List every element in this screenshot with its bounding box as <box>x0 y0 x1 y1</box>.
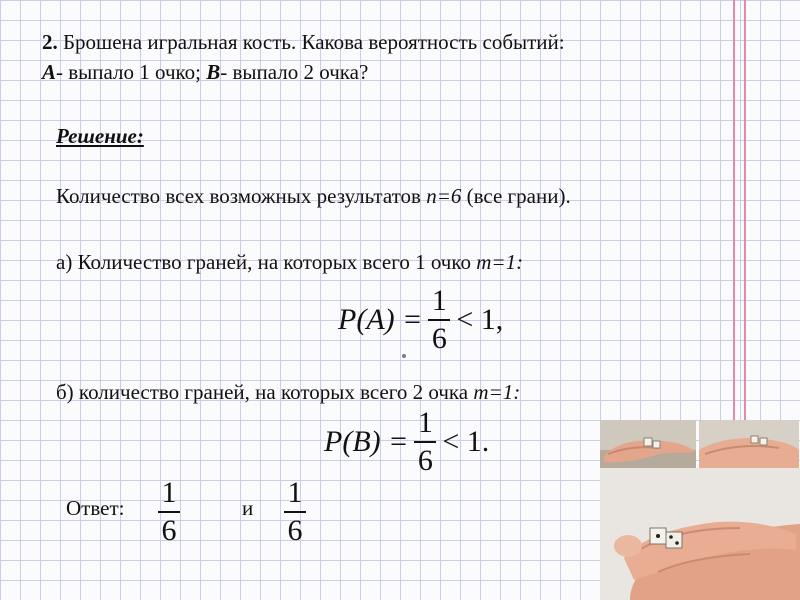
part-b-line <box>56 380 520 405</box>
formula-a-denominator: 6 <box>431 322 447 355</box>
solution-heading: Решение: <box>56 124 144 148</box>
formula-b-numerator: 1 <box>417 406 433 439</box>
event-a-text: - выпало 1 очко; <box>56 60 207 84</box>
event-a-letter: A <box>42 60 57 84</box>
problem-statement-line-2 <box>42 60 368 85</box>
answer-fraction-2-denominator: 6 <box>287 514 303 547</box>
formula-a-rhs: < 1, <box>456 303 504 336</box>
formula-a-numerator: 1 <box>431 284 447 317</box>
formula-b <box>324 408 489 476</box>
problem-number: 2. <box>42 30 58 54</box>
hand-with-dice-photo-1 <box>600 420 696 468</box>
fingers-with-dice-photo <box>600 468 800 600</box>
formula-b-denominator: 6 <box>417 444 433 477</box>
fraction-bar <box>428 319 450 321</box>
total-outcomes-line <box>56 184 571 209</box>
part-a-prefix: а) Количество граней, на которых всего 1 очко <box>56 250 477 274</box>
answer-label: Ответ: <box>66 496 125 520</box>
formula-a-fraction <box>428 286 450 354</box>
answer-fraction-1 <box>158 478 180 546</box>
fraction-bar <box>284 511 306 513</box>
problem-text: Брошена игральная кость. Какова вероятность событий: <box>57 30 565 54</box>
event-b-letter: B <box>206 60 221 84</box>
formula-b-rhs: < 1. <box>442 425 490 458</box>
formula-b-fraction <box>414 408 436 476</box>
formula-a-lhs: P(A) = <box>338 303 423 336</box>
fraction-bar <box>158 511 180 513</box>
part-b-var: m=1: <box>473 380 521 404</box>
total-suffix: (все грани). <box>461 184 571 208</box>
problem-statement-line-1 <box>42 30 565 55</box>
answer-fraction-1-denominator: 6 <box>161 514 177 547</box>
hand-with-dice-photo-2 <box>699 420 799 468</box>
formula-a <box>338 286 503 354</box>
answer-fraction-2-numerator: 1 <box>287 476 303 509</box>
total-prefix: Количество всех возможных результатов <box>56 184 427 208</box>
formula-b-lhs: P(B) = <box>324 425 409 458</box>
total-var: n=6 <box>426 184 462 208</box>
decorative-dot <box>402 354 406 358</box>
event-b-text: - выпало 2 очка? <box>220 60 369 84</box>
answer-fraction-1-numerator: 1 <box>161 476 177 509</box>
answer-conjunction: и <box>242 496 254 520</box>
part-a-var: m=1: <box>476 250 524 274</box>
fraction-bar <box>414 441 436 443</box>
part-a-line <box>56 250 523 275</box>
part-b-prefix: б) количество граней, на которых всего 2 очка <box>56 380 474 404</box>
answer-fraction-2 <box>284 478 306 546</box>
